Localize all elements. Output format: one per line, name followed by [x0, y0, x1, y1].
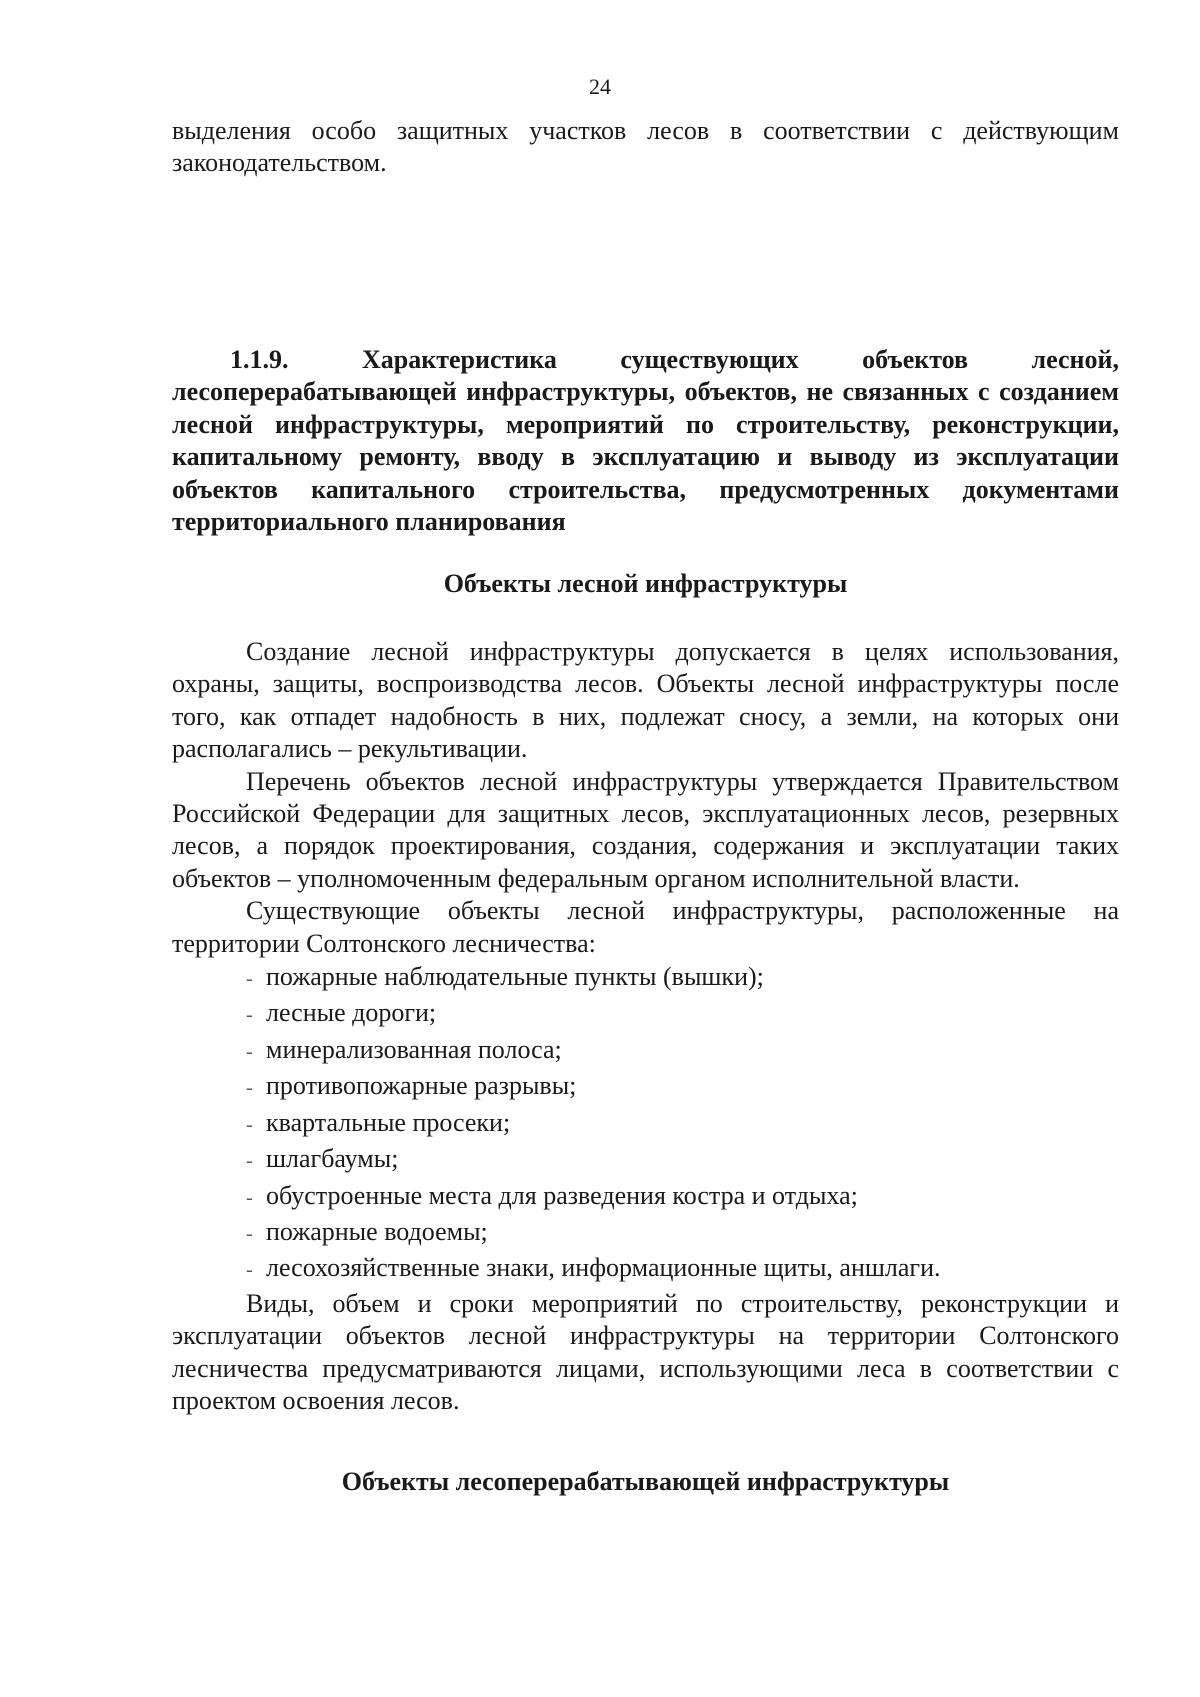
- dash-marker: -: [246, 1222, 253, 1245]
- dash-marker: -: [246, 1040, 253, 1063]
- paragraph-creation: Создание лесной инфраструктуры допускается в целях использования, охраны, защиты, воспроизводства лесов. Объекты лесной инфраструктуры после того, как отпадет надобность в них, подлежат сносу, а земли, на которых они располагались – рекультивации.: [172, 637, 1119, 764]
- list-item: [172, 1106, 1119, 1142]
- list-item: [172, 960, 1119, 996]
- paragraph-existing-objects: Существующие объекты лесной инфраструктуры, расположенные на территории Солтонского лесничества:: [172, 896, 1119, 958]
- list-item: [172, 996, 1119, 1032]
- section-title: Характеристика существующих объектов лесной, лесоперерабатывающей инфраструктуры, объектов, не связанных с созданием лесной инфраструктуры, мероприятий по строительству, реконструкции, капитальному ремонту, вводу в эксплуатацию и выводу из эксплуатации объектов капитального строительства, предусмотренных документами территориального планирования: [172, 345, 1120, 537]
- list-item-text: лесохозяйственные знаки, информационные щиты, аншлаги.: [266, 1253, 941, 1283]
- list-item-text: обустроенные места для разведения костра и отдыха;: [266, 1180, 858, 1210]
- list-item-text: противопожарные разрывы;: [266, 1071, 577, 1101]
- list-item: [172, 1179, 1119, 1215]
- subheading-forest-infrastructure: Объекты лесной инфраструктуры: [443, 569, 848, 598]
- list-item-text: квартальные просеки;: [266, 1107, 511, 1137]
- subheading-processing-infrastructure: Объекты лесоперерабатывающей инфраструктуры: [341, 1467, 950, 1496]
- infrastructure-list: [172, 960, 1119, 1288]
- list-item: [172, 1033, 1119, 1069]
- paragraph-list-approval: Перечень объектов лесной инфраструктуры утверждается Правительством Российской Федерации для защитных лесов, эксплуатационных лесов, резервных лесов, а порядок проектирования, создания, содержания и эксплуатации таких объектов – уполномоченным федеральным органом исполнительной власти.: [172, 766, 1119, 893]
- section-number: 1.1.9.: [230, 345, 289, 374]
- dash-marker: -: [246, 968, 253, 991]
- paragraph-measures: Виды, объем и сроки мероприятий по строительству, реконструкции и эксплуатации объектов лесной инфраструктуры на территории Солтонского лесничества предусматриваются лицами, использующими леса в соответствии с проектом освоения лесов.: [172, 1288, 1119, 1415]
- list-item-text: лесные дороги;: [266, 998, 437, 1028]
- dash-marker: -: [246, 1113, 253, 1136]
- list-item: [172, 1251, 1119, 1287]
- list-item-text: пожарные водоемы;: [266, 1216, 488, 1246]
- section-heading: [172, 344, 1119, 538]
- list-item: [172, 1142, 1119, 1178]
- dash-marker: -: [246, 1186, 253, 1209]
- list-item-text: пожарные наблюдательные пункты (вышки);: [266, 962, 764, 992]
- body-text: [172, 636, 1119, 1417]
- dash-marker: -: [246, 1004, 253, 1027]
- continuation-paragraph: выделения особо защитных участков лесов в соответствии с действующим законодательством.: [172, 116, 1119, 178]
- list-item: [172, 1069, 1119, 1105]
- dash-marker: -: [246, 1150, 253, 1173]
- page-number: 24: [589, 74, 611, 99]
- list-item-text: шлагбаумы;: [266, 1144, 399, 1174]
- dash-marker: -: [246, 1259, 253, 1282]
- dash-marker: -: [246, 1077, 253, 1100]
- list-item: [172, 1215, 1119, 1251]
- list-item-text: минерализованная полоса;: [266, 1034, 562, 1064]
